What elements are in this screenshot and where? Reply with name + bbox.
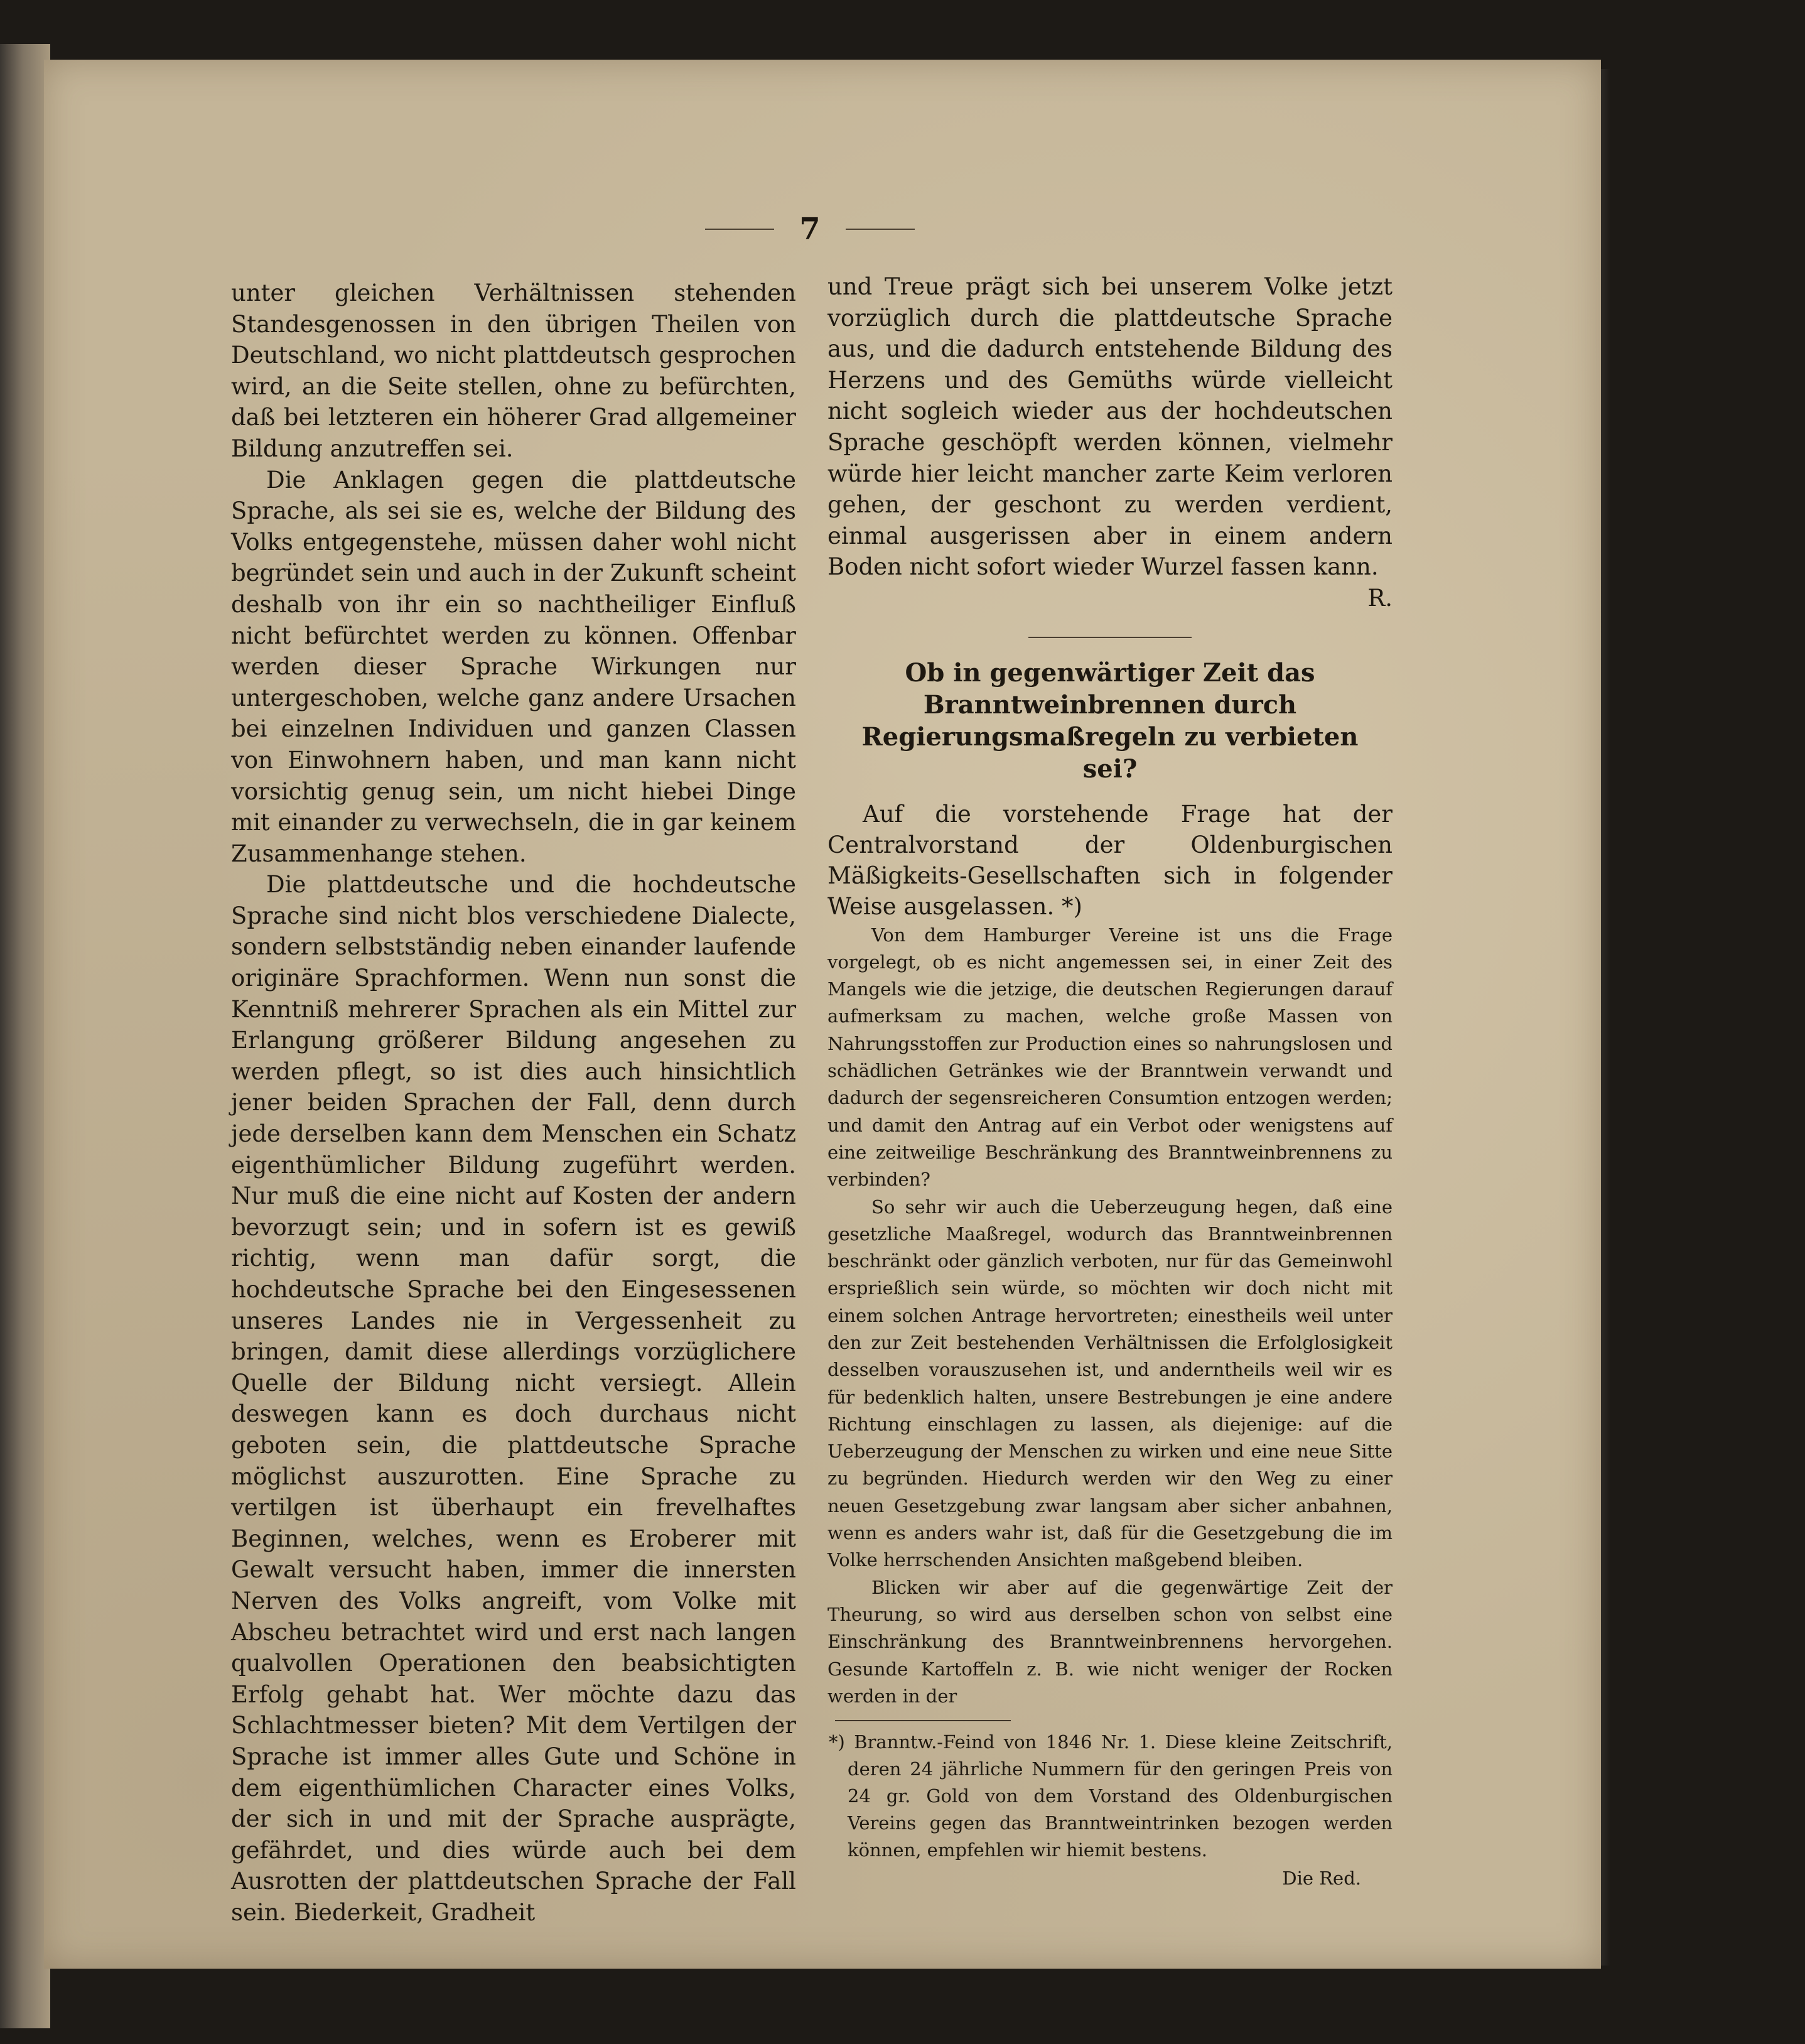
article-heading: Ob in gegenwärtiger Zeit das Branntweinbrennen durch Regierungsmaßregeln zu verbieten sei? [861,657,1359,784]
running-head [672,212,948,247]
right-column [827,271,1393,1893]
left-paragraph-2: Die Anklagen gegen die plattdeutsche Sprache, als sei sie es, welche der Bildung des Volks entgegenstehe, müssen daher wohl nicht begründet sein und auch in der Zukunft scheint deshalb von ihr ein so nachtheiliger Einfluß nicht befürchtet werden zu können. Offenbar werden dieser Sprache Wirkungen nur untergeschoben, welche ganz andere Ursachen bei einzelnen Individuen und ganzen Classen von Einwohnern haben, und man kann nicht vorsichtig genug sein, um nicht hiebei Dinge mit einander zu verwechseln, die in gar keinem Zusammenhange stehen. [231,466,796,867]
article-intro: Auf die vorstehende Frage hat der Centralvorstand der Oldenburgischen Mäßigkeits-Gesellschaften sich in folgender Weise ausgelassen. *) [827,800,1393,920]
left-column [231,278,796,1928]
quoted-paragraph-3: Blicken wir aber auf die gegenwärtige Zeit der Theurung, so wird aus derselben schon von selbst eine Einschränkung des Branntweinbrennens hervorgehen. Gesunde Kartoffeln z. B. wie nicht weniger der Rocken werden in der [827,1576,1393,1707]
continuation-signature: R. [1367,584,1393,612]
header-rule-left [705,229,774,230]
header-rule-right [846,229,915,230]
left-paragraph-1: unter gleichen Verhältnissen stehenden Standesgenossen in den übrigen Theilen von Deutschland, wo nicht plattdeutsch gesprochen wird, an die Seite stellen, ohne zu befürchten, daß bei letzteren ein höherer Grad allgemeiner Bildung anzutreffen sei. [231,279,796,462]
footnote: *) Branntw.-Feind von 1846 Nr. 1. Diese kleine Zeitschrift, deren 24 jährliche Nummern für den geringen Preis von 24 gr. Gold von dem Vorstand des Oldenburgischen Vereins gegen das Branntweintrinken bezogen werden können, empfehlen wir hiemit bestens. [829,1731,1393,1861]
page-number: 7 [799,212,821,247]
article-separator [1028,637,1192,638]
footnote-rule [835,1720,1011,1721]
left-page-edge [0,44,50,2028]
continuation-paragraph: und Treue prägt sich bei unserem Volke jetzt vorzüglich durch die plattdeutsche Sprache aus, und die dadurch entstehende Bildung des Herzens und des Gemüths würde vielleicht nicht sogleich wieder aus der hochdeutschen Sprache geschöpft werden können, vielmehr würde hier leicht mancher zarte Keim verloren gehen, der geschont zu werden verdient, einmal ausgerissen aber in einem andern Boden nicht sofort wieder Wurzel fassen kann. [827,273,1393,581]
quoted-statement [827,922,1393,1711]
quoted-paragraph-1: Von dem Hamburger Vereine ist uns die Frage vorgelegt, ob es nicht angemessen sei, in einer Zeit des Mangels wie die jetzige, die deutschen Regierungen darauf aufmerksam zu machen, welche große Massen von Nahrungsstoffen zur Production eines so nahrungslosen und schädlichen Getränkes wie der Branntwein verwandt und dadurch der segensreicheren Consumtion entzogen werden; und damit den Antrag auf ein Verbot oder wenigstens auf eine zeitweilige Beschränkung des Branntweinbrennens zu verbinden? [827,924,1393,1191]
left-paragraph-3: Die plattdeutsche und die hochdeutsche Sprache sind nicht blos verschiedene Dialecte, sondern selbstständig neben einander laufende originäre Sprachformen. Wenn nun sonst die Kenntniß mehrerer Sprachen als ein Mittel zur Erlangung größerer Bildung angesehen zu werden pflegt, so ist dies auch hinsichtlich jener beiden Sprachen der Fall, denn durch jede derselben kann dem Menschen ein Schatz eigenthümlicher Bildung zugeführt werden. Nur muß die eine nicht auf Kosten der andern bevorzugt sein; und in sofern ist es gewiß richtig, wenn man dafür sorgt, die hochdeutsche Sprache bei den Eingesessenen unseres Landes nie in Vergessenheit zu bringen, damit diese allerdings vorzüglichere Quelle der Bildung nicht versiegt. Allein deswegen kann es doch durchaus nicht geboten sein, die plattdeutsche Sprache möglichst auszurotten. Eine Sprache zu vertilgen ist überhaupt ein frevelhaftes Beginnen, welches, wenn es Eroberer mit Gewalt versucht haben, immer die innersten Nerven des Volks angreift, vom Volke mit Abscheu betrachtet wird und erst nach langen qualvollen Operationen den beabsichtigten Erfolg gehabt hat. Wer möchte dazu das Schlachtmesser bieten? Mit dem Vertilgen der Sprache ist immer alles Gute und Schöne in dem eigenthümlichen Character eines Volks, der sich in und mit der Sprache ausprägte, gefährdet, und dies würde auch bei dem Ausrotten der plattdeutschen Sprache der Fall sein. Biederkeit, Gradheit [231,871,796,1926]
quoted-paragraph-2: So sehr wir auch die Ueberzeugung hegen, daß eine gesetzliche Maaßregel, wodurch das Branntweinbrennen beschränkt oder gänzlich verboten, nur für das Gemeinwohl ersprießlich sein würde, so möchten wir doch nicht mit einem solchen Antrage hervortreten; einestheils weil unter den zur Zeit bestehenden Verhältnissen die Erfolglosigkeit desselben vorauszusehen ist, und anderntheils weil wir es für bedenklich halten, unsere Bestrebungen je eine andere Richtung einschlagen zu lassen, als diejenige: auf die Ueberzeugung der Menschen zu wirken und eine neue Sitte zu begründen. Hiedurch werden wir den Weg zu einer neuen Gesetzgebung zwar langsam aber sicher anbahnen, wenn es anders wahr ist, daß für die Gesetzgebung die im Volke herrschenden Ansichten maßgebend bleiben. [827,1196,1393,1571]
footnote-signature: Die Red. [1282,1868,1361,1890]
